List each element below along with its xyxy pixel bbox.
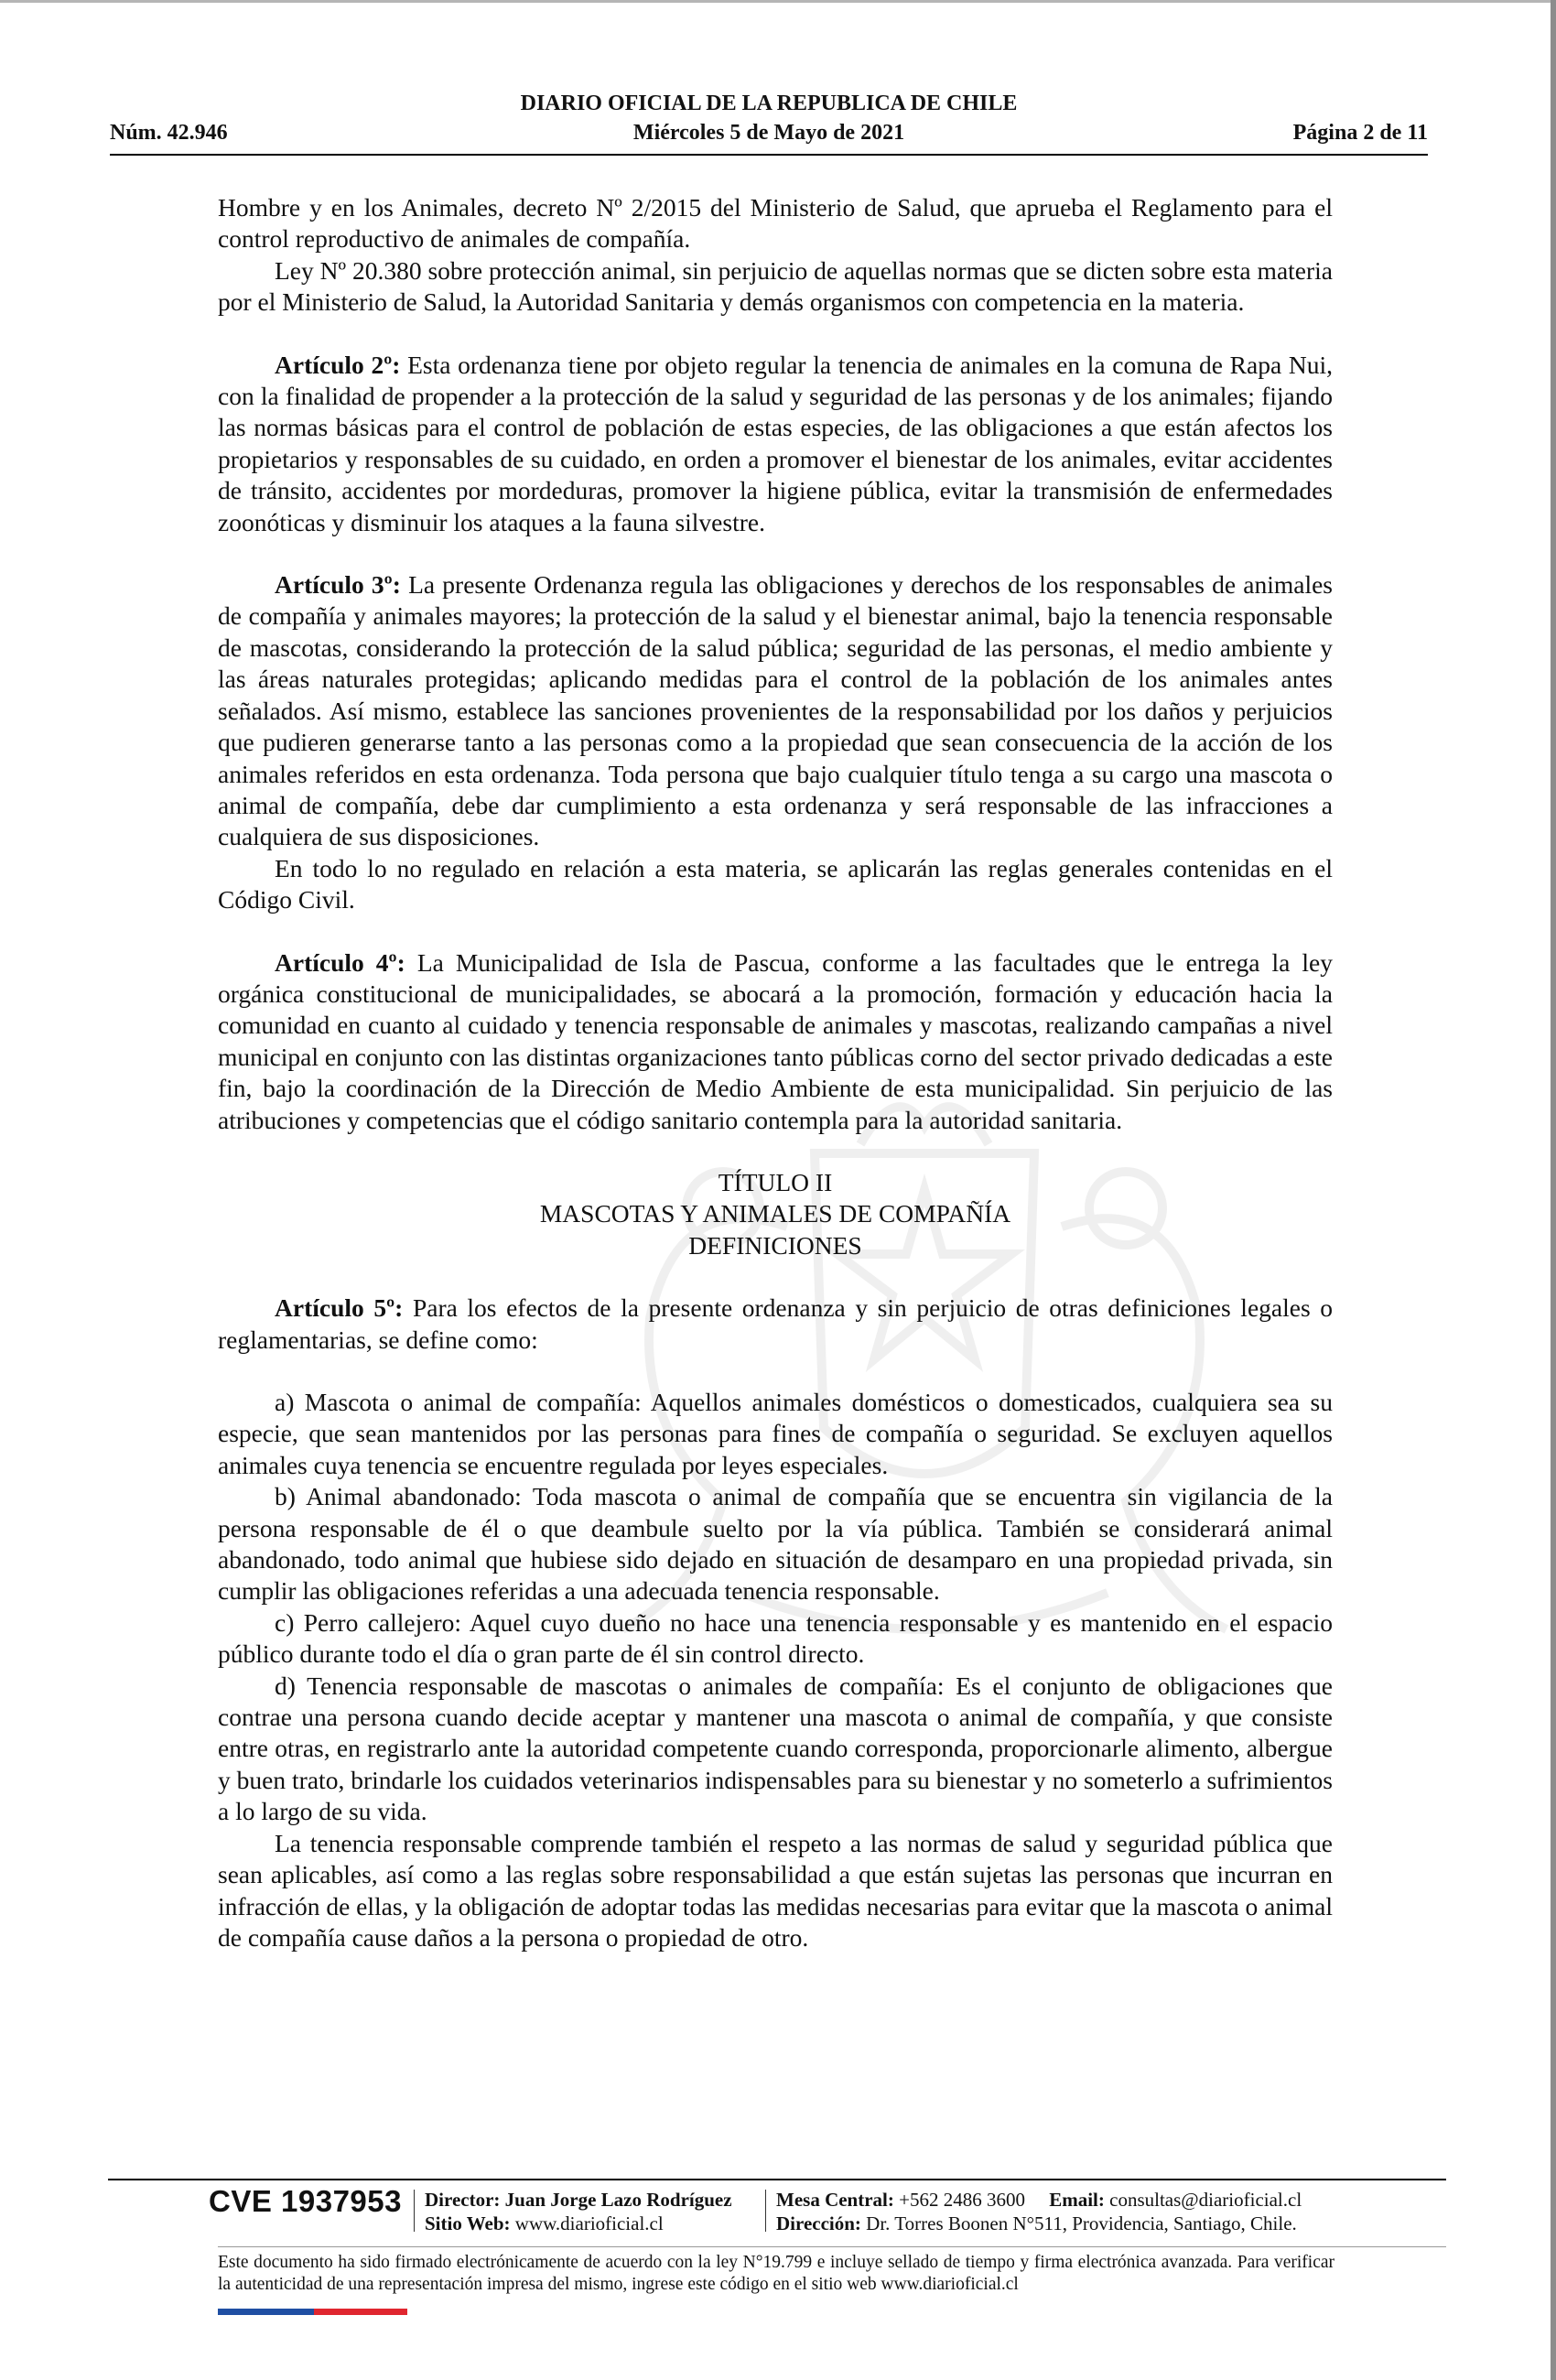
article-5 bbox=[218, 1293, 1333, 1356]
footer-separator bbox=[765, 2190, 766, 2232]
footer-separator bbox=[414, 2190, 415, 2232]
article-3-label: Artículo 3º: bbox=[275, 570, 401, 600]
definition-d-paragraph-2: La tenencia responsable comprende también el respeto a las normas de salud y seguridad pública que sean aplicables, así como a las reglas sobre responsabilidad a que están sujetas las personas que incurran en infracción de ellas, y la obligación de adoptar todas las medidas necesarias para evitar que la mascota o animal de compañía cause daños a la persona o propiedad de otro. bbox=[218, 1828, 1333, 1952]
definition-d: d) Tenencia responsable de mascotas o animales de compañía: Es el conjunto de obligaciones que contrae una persona cuando decide aceptar y mantener una mascota o animal de compañía, y que consiste entre otras, en registrarlo ante la autoridad competente cuando corresponda, proporcionarle alimento, albergue y buen trato, brindarle los cuidados veterinarios indispensables para su bienestar y no someterlo a sufrimientos a lo largo de su vida. bbox=[218, 1671, 1333, 1826]
definitions-heading: DEFINICIONES bbox=[688, 1230, 862, 1260]
mesa-label: Mesa Central: bbox=[776, 2189, 894, 2211]
address-value: Dr. Torres Boonen N°511, Providencia, Santiago, Chile. bbox=[866, 2212, 1297, 2234]
article-4-text: La Municipalidad de Isla de Pascua, conforme a las facultades que le entrega la ley orgánica constitucional de municipalidades, se abocará a la promoción, formación y educación hacia la comunidad en cuanto al cuidado y tenencia responsable de animales y mascotas, realizando campañas a nivel municipal en conjunto con las distintas organizaciones tanto públicas corno del sector privado dedicadas a este fin, bajo la coordinación de la Dirección de Medio Ambiente de esta municipalidad. Sin perjuicio de las atribuciones y competencias que el código sanitario contempla para la autoridad sanitaria. bbox=[218, 947, 1333, 1134]
header-rule bbox=[110, 154, 1428, 156]
article-5-label: Artículo 5º: bbox=[275, 1293, 404, 1323]
footer-rule bbox=[108, 2179, 1446, 2180]
director-name: Juan Jorge Lazo Rodríguez bbox=[504, 2189, 732, 2211]
title-subheading: MASCOTAS Y ANIMALES DE COMPAÑÍA bbox=[539, 1199, 1011, 1228]
address-label: Dirección: bbox=[776, 2212, 861, 2234]
intro-paragraph-2: Ley Nº 20.380 sobre protección animal, sin perjuicio de aquellas normas que se dicten sobre esta materia por el Ministerio de Salud, la Autoridad Sanitaria y demás organismos con competencia en la materia. bbox=[218, 255, 1333, 317]
article-5-text: Para los efectos de la presente ordenanza y sin perjuicio de otras definiciones legales o reglamentarias, se define como: bbox=[218, 1293, 1333, 1354]
article-3 bbox=[218, 569, 1333, 853]
footer-rule-secondary bbox=[218, 2246, 1446, 2247]
director-label: Director: bbox=[425, 2189, 501, 2211]
document-body bbox=[218, 192, 1333, 1953]
site-label: Sitio Web: bbox=[425, 2212, 511, 2234]
article-2-label: Artículo 2º: bbox=[275, 350, 401, 379]
publication-title: DIARIO OFICIAL DE LA REPUBLICA DE CHILE bbox=[520, 92, 1018, 115]
article-3-text: La presente Ordenanza regula las obligaciones y derechos de los responsables de animales de compañía y animales mayores; la protección de la salud y el bienestar animal, bajo la tenencia responsable de mascotas, considerando la protección de la salud pública; seguridad de las personas, el medio ambiente y las áreas naturales protegidas; aplicando medidas para el control de la población de los animales antes señalados. Así mismo, establece las sanciones provenientes de la responsabilidad por los daños y perjuicios que pudieren generarse tanto a las personas como a la propiedad que sean consecuencia de la acción de los animales referidos en esta ordenanza. Toda persona que bajo cualquier título tenga a su cargo una mascota o animal de compañía, debe dar cumplimiento a esta ordenanza y será responsable de las infracciones a cualquiera de sus disposiciones. bbox=[218, 570, 1333, 851]
cve-code: CVE 1937953 bbox=[209, 2184, 402, 2218]
article-2-text: Esta ordenanza tiene por objeto regular la tenencia de animales en la comuna de Rapa Nui, con la finalidad de propender a la protección de la salud y seguridad de las personas y de los animales; fijando las normas básicas para el control de población de estas especies, de las obligaciones a que están afectos los propietarios y responsables de su cuidado, en orden a promover el bienestar de los animales, evitar accidentes de tránsito, accidentes por mordeduras, promover la higiene pública, evitar la transmisión de enfermedades zoonóticas y disminuir los ataques a la fauna silvestre. bbox=[218, 350, 1333, 536]
article-3-paragraph-2: En todo lo no regulado en relación a esta materia, se aplicarán las reglas generales contenidas en el Código Civil. bbox=[218, 853, 1333, 914]
page-right-edge bbox=[1551, 0, 1556, 2380]
page-indicator: Página 2 de 11 bbox=[1292, 121, 1428, 145]
footer-contact-block bbox=[776, 2188, 1302, 2235]
site-link[interactable]: www.diarioficial.cl bbox=[514, 2212, 664, 2234]
page-header bbox=[110, 92, 1428, 157]
article-4-label: Artículo 4º: bbox=[275, 947, 405, 977]
definition-a: a) Mascota o animal de compañía: Aquellos animales domésticos o domesticados, cualquiera sea su especie, que sean mantenidos por las personas para fines de compañía o seguridad. Se excluyen aquellos animales cuya tenencia se encuentre regulada por leyes especiales. bbox=[218, 1388, 1333, 1479]
email-label: Email: bbox=[1049, 2189, 1105, 2211]
article-2 bbox=[218, 350, 1333, 538]
issue-number: Núm. 42.946 bbox=[110, 121, 228, 145]
flag-red-stripe bbox=[314, 2309, 407, 2315]
issue-date: Miércoles 5 de Mayo de 2021 bbox=[632, 121, 905, 145]
intro-paragraph-1: Hombre y en los Animales, decreto Nº 2/2015 del Ministerio de Salud, que aprueba el Reglamento para el control reproductivo de animales de compañía. bbox=[218, 193, 1333, 254]
email-link[interactable]: consultas@diarioficial.cl bbox=[1109, 2189, 1302, 2211]
footer-director-block bbox=[425, 2188, 732, 2235]
signature-note: Este documento ha sido firmado electrónicamente de acuerdo con la ley N°19.799 e incluye sellado de tiempo y firma electrónica avanzada. Para verificar la autenticidad de una representación impresa del mismo, ingrese este código en el sitio web www.diarioficial.cl bbox=[218, 2253, 1334, 2294]
title-heading: TÍTULO II bbox=[718, 1167, 833, 1196]
mesa-phone: +562 2486 3600 bbox=[899, 2189, 1025, 2211]
definition-b: b) Animal abandonado: Toda mascota o animal de compañía que se encuentra sin vigilancia de la persona responsable de él o que deambule suelto por la vía pública. También se considerará animal abandonado, todo animal que hubiese sido dejado en situación de desamparo en una propiedad privada, sin cumplir las obligaciones referidas a una adecuada tenencia responsable. bbox=[218, 1482, 1333, 1606]
definition-c: c) Perro callejero: Aquel cuyo dueño no hace una tenencia responsable y es mantenido en el espacio público durante todo el día o gran parte de él sin control directo. bbox=[218, 1607, 1333, 1669]
page-top-edge bbox=[0, 0, 1556, 3]
flag-blue-stripe bbox=[218, 2309, 314, 2315]
article-4 bbox=[218, 947, 1333, 1136]
